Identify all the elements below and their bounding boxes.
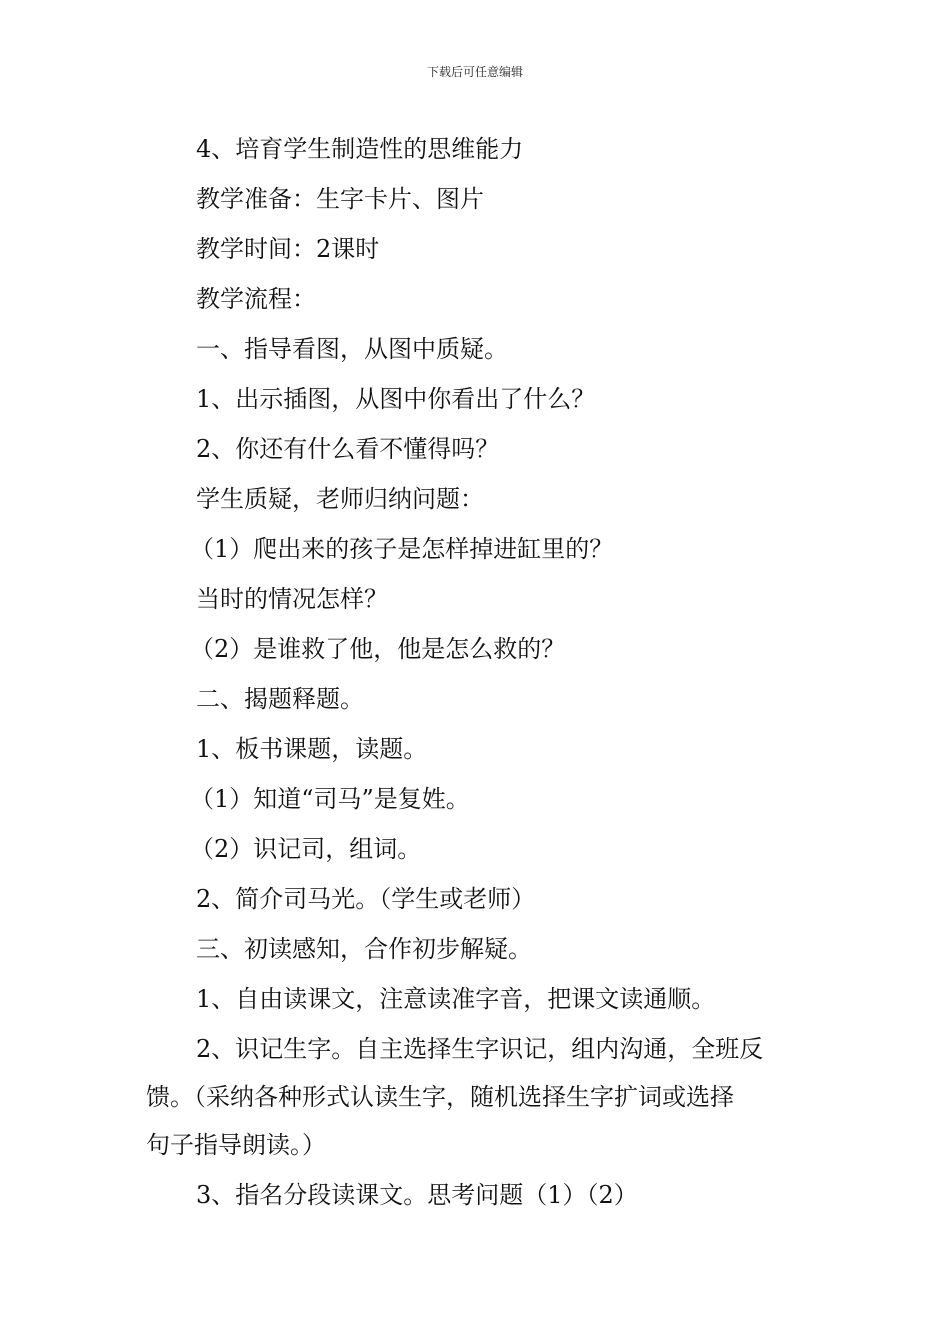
paragraph-line: 3、指名分段读课文。思考问题（1）（2） — [196, 1181, 638, 1209]
preparation-line: 教学准备：生字卡片、图片 — [196, 185, 484, 213]
paragraph-line: 学生质疑，老师归纳问题： — [196, 485, 484, 513]
section-heading: 三、初读感知，合作初步解疑。 — [196, 935, 532, 963]
paragraph-line: 2、识记生字。自主选择生字识记，组内沟通，全班反 — [196, 1035, 764, 1063]
paragraph-line: 当时的情况怎样？ — [196, 585, 388, 613]
paragraph-line: 1、自由读课文，注意读准字音，把课文读通顺。 — [196, 985, 716, 1013]
page-header: 下载后可任意编辑 — [426, 65, 523, 79]
paragraph-line: （2）是谁救了他，他是怎么救的？ — [190, 635, 566, 663]
paragraph-line: 馈。（采纳各种形式认读生字，随机选择生字扩词或选择 — [146, 1083, 734, 1111]
paragraph-line: 1、板书课题，读题。 — [196, 735, 428, 763]
paragraph-line: （1）爬出来的孩子是怎样掉进缸里的？ — [190, 535, 614, 563]
process-heading: 教学流程： — [196, 285, 316, 313]
section-heading: 一、指导看图，从图中质疑。 — [196, 335, 508, 363]
paragraph-line: 句子指导朗读。） — [146, 1131, 326, 1159]
time-line: 教学时间：2课时 — [196, 235, 380, 263]
paragraph-line: 2、简介司马光。（学生或老师） — [196, 885, 536, 913]
paragraph-line: （1）知道“司马”是复姓。 — [190, 785, 470, 813]
paragraph-line: 2、你还有什么看不懂得吗？ — [196, 435, 500, 463]
paragraph-line: （2）识记司，组词。 — [190, 835, 422, 863]
section-heading: 二、揭题释题。 — [196, 685, 364, 713]
paragraph-line: 1、出示插图，从图中你看出了什么？ — [196, 385, 596, 413]
objective-line: 4、培育学生制造性的思维能力 — [196, 135, 524, 163]
